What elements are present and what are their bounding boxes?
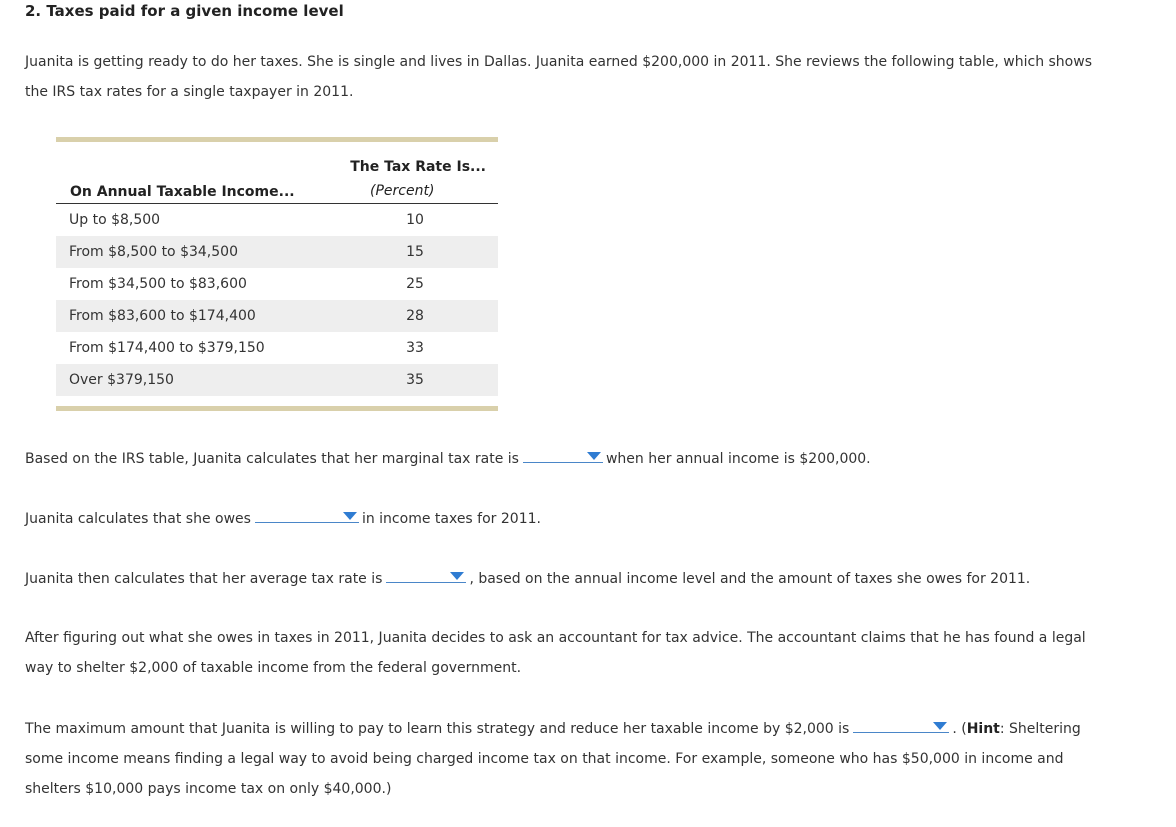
rate-cell: 33 bbox=[406, 340, 424, 356]
taxes-owed-dropdown[interactable] bbox=[255, 506, 359, 523]
intro-paragraph bbox=[25, 47, 1092, 107]
maximum-text-after: . ( bbox=[952, 721, 967, 737]
income-cell: From $34,500 to $83,600 bbox=[69, 276, 247, 292]
table-row bbox=[56, 236, 498, 268]
table-header-top bbox=[56, 142, 498, 175]
table-header-row bbox=[56, 172, 498, 204]
intro-line-1: Juanita is getting ready to do her taxes. She is single and lives in Dallas. Juanita earned $200,000 in 2011. She reviews the following table, which shows bbox=[25, 54, 1092, 70]
accountant-line-2: way to shelter $2,000 of taxable income from the federal government. bbox=[25, 660, 522, 676]
accountant-line-1: After figuring out what she owes in taxes in 2011, Juanita decides to ask an accountant for tax advice. The accountant claims that he has found a legal bbox=[25, 630, 1086, 646]
marginal-rate-dropdown[interactable] bbox=[523, 446, 603, 463]
owes-text-after: in income taxes for 2011. bbox=[361, 511, 541, 527]
chevron-down-icon[interactable] bbox=[450, 572, 464, 580]
maximum-line-3: shelters $10,000 pays income tax on only $40,000.) bbox=[25, 781, 392, 797]
header-tax-rate: The Tax Rate Is... bbox=[350, 159, 486, 175]
chevron-down-icon[interactable] bbox=[933, 722, 947, 730]
header-income: On Annual Taxable Income... bbox=[70, 184, 295, 200]
income-cell: From $83,600 to $174,400 bbox=[69, 308, 256, 324]
table-row bbox=[56, 268, 498, 300]
maximum-text-before: The maximum amount that Juanita is willing to pay to learn this strategy and reduce her taxable income by $2,000 is bbox=[25, 721, 850, 737]
income-cell: Up to $8,500 bbox=[69, 212, 161, 228]
marginal-rate-question bbox=[25, 444, 871, 474]
table-bottom-bar bbox=[56, 406, 498, 411]
hint-text: : Sheltering bbox=[999, 721, 1081, 737]
marginal-text-before: Based on the IRS table, Juanita calculates that her marginal tax rate is bbox=[25, 451, 519, 467]
rate-cell: 15 bbox=[406, 244, 424, 260]
income-cell: From $174,400 to $379,150 bbox=[69, 340, 265, 356]
average-text-after: , based on the annual income level and the amount of taxes she owes for 2011. bbox=[469, 571, 1031, 587]
header-percent: (Percent) bbox=[370, 183, 435, 199]
maximum-payment-question bbox=[25, 714, 1081, 804]
maximum-line-2: some income means finding a legal way to avoid being charged income tax on that income. For example, someone who has $50,000 in income and bbox=[25, 751, 1064, 767]
chevron-down-icon[interactable] bbox=[587, 452, 601, 460]
rate-cell: 25 bbox=[406, 276, 424, 292]
maximum-payment-dropdown[interactable] bbox=[853, 716, 949, 733]
average-rate-dropdown[interactable] bbox=[386, 566, 466, 583]
rate-cell: 35 bbox=[406, 372, 424, 388]
table-row bbox=[56, 332, 498, 364]
table-row bbox=[56, 364, 498, 396]
table-row bbox=[56, 204, 498, 236]
hint-label: Hint bbox=[966, 721, 1000, 737]
marginal-text-after: when her annual income is $200,000. bbox=[605, 451, 871, 467]
chevron-down-icon[interactable] bbox=[343, 512, 357, 520]
income-cell: Over $379,150 bbox=[69, 372, 174, 388]
accountant-paragraph bbox=[25, 623, 1086, 683]
income-cell: From $8,500 to $34,500 bbox=[69, 244, 238, 260]
question-title: 2. Taxes paid for a given income level bbox=[25, 2, 344, 20]
maximum-line-1 bbox=[25, 714, 1081, 744]
intro-line-2: the IRS tax rates for a single taxpayer in 2011. bbox=[25, 84, 354, 100]
table-row bbox=[56, 300, 498, 332]
average-rate-question bbox=[25, 564, 1030, 594]
average-text-before: Juanita then calculates that her average tax rate is bbox=[25, 571, 383, 587]
tax-rate-table bbox=[56, 137, 498, 411]
owes-text-before: Juanita calculates that she owes bbox=[25, 511, 251, 527]
rate-cell: 10 bbox=[406, 212, 424, 228]
rate-cell: 28 bbox=[406, 308, 424, 324]
taxes-owed-question bbox=[25, 504, 541, 534]
